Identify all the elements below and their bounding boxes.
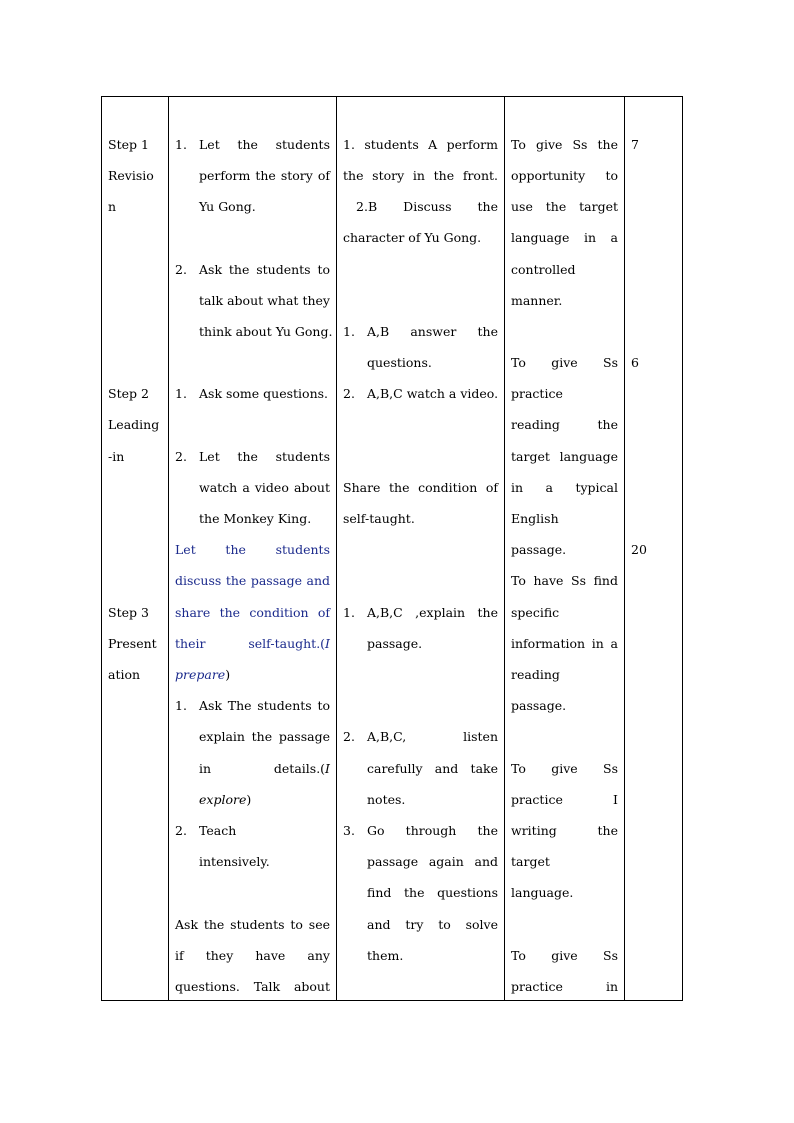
step-label: Revisio <box>108 168 154 183</box>
activity-text: questions. <box>367 355 432 370</box>
activity-text: explain the passage <box>199 729 330 744</box>
step-label: n <box>108 199 117 214</box>
time-minutes: 20 <box>631 542 647 557</box>
activity-text: 1. students A perform <box>343 137 498 152</box>
time-column <box>625 97 682 1000</box>
purpose-text: To give Ss <box>511 761 618 776</box>
list-number: 1. <box>175 386 187 401</box>
activity-text: discuss the passage and <box>175 573 330 588</box>
step-label: Step 1 <box>108 137 149 152</box>
activity-text: prepare <box>175 667 226 682</box>
purpose-text: To have Ss find <box>511 573 618 588</box>
purpose-text: information in a <box>511 636 618 651</box>
purpose-text: language in a <box>511 230 618 245</box>
steps-column <box>102 97 168 1000</box>
step-label: Step 3 <box>108 605 149 620</box>
activity-text: questions. Talk about <box>175 979 330 994</box>
purpose-text: English <box>511 511 559 526</box>
purpose-text: specific <box>511 605 560 620</box>
activity-text: watch a video about <box>199 480 330 495</box>
purpose-text: passage. <box>511 698 567 713</box>
purpose-text: controlled <box>511 262 576 277</box>
activity-text: details.(I <box>273 761 330 776</box>
activity-text: self-taught. <box>343 511 415 526</box>
purpose-text: practice in <box>511 979 618 994</box>
activity-text: self-taught.(I <box>248 636 330 651</box>
student-activity-column <box>337 97 504 1000</box>
time-minutes: 7 <box>631 137 639 152</box>
purpose-text: opportunity to <box>511 168 618 183</box>
activity-text: explore <box>199 792 247 807</box>
activity-text: the Monkey King. <box>199 511 312 526</box>
purpose-text: writing the <box>511 823 618 838</box>
step-label: Step 2 <box>108 386 149 401</box>
activity-text: A,B,C ,explain the <box>367 605 498 620</box>
activity-text: I <box>325 761 330 776</box>
activity-text: Go through the <box>367 823 498 838</box>
activity-text: I <box>325 636 330 651</box>
activity-text: character of Yu Gong. <box>343 230 482 245</box>
activity-line <box>199 792 251 808</box>
activity-text: in <box>199 761 212 776</box>
activity-text: if they have any <box>175 948 330 963</box>
activity-text: Let the students <box>175 542 330 557</box>
activity-text: Teach <box>199 823 237 838</box>
activity-text: their <box>175 636 206 651</box>
activity-text: Ask some questions. <box>199 386 329 401</box>
list-number: 2. <box>175 262 187 277</box>
activity-text: Ask the students to <box>199 262 330 277</box>
step-label: -in <box>108 449 125 464</box>
purpose-column <box>505 97 624 1000</box>
activity-text: Share the condition of <box>343 480 498 495</box>
list-number: 2. <box>175 823 187 838</box>
activity-text: the story in the front. <box>343 168 498 183</box>
activity-text: 2.B Discuss the <box>343 199 498 214</box>
purpose-text: practice I <box>511 792 618 807</box>
purpose-text: passage. <box>511 542 567 557</box>
list-number: 1. <box>343 605 355 620</box>
step-label: ation <box>108 667 141 682</box>
step-label: Leading <box>108 417 160 432</box>
list-number: 3. <box>343 823 355 838</box>
purpose-text: manner. <box>511 293 563 308</box>
lesson-plan-table <box>101 96 683 1001</box>
activity-text: notes. <box>367 792 406 807</box>
activity-text: ) <box>246 792 252 807</box>
purpose-text: reading <box>511 667 560 682</box>
step-label: Present <box>108 636 157 651</box>
activity-text: talk about what they <box>199 293 330 308</box>
activity-text: passage. <box>367 636 423 651</box>
purpose-text: target language <box>511 449 618 464</box>
purpose-text: language. <box>511 885 574 900</box>
purpose-text: To give Ss the <box>511 137 618 152</box>
activity-text: A,B answer the <box>367 324 498 339</box>
teacher-activity-column <box>169 97 336 1000</box>
activity-text: ) <box>225 667 231 682</box>
activity-text: passage again and <box>367 854 498 869</box>
activity-text: Ask The students to <box>199 698 330 713</box>
activity-text: think about Yu Gong. <box>199 324 333 339</box>
purpose-text: To give Ss <box>511 948 618 963</box>
activity-text: perform the story of <box>199 168 330 183</box>
purpose-text: reading the <box>511 417 618 432</box>
activity-line <box>199 761 330 777</box>
activity-text: carefully and take <box>367 761 498 776</box>
purpose-text: use the target <box>511 199 618 214</box>
purpose-text: practice <box>511 386 563 401</box>
list-number: 1. <box>175 137 187 152</box>
activity-text: A,B,C, listen <box>367 729 498 744</box>
activity-text: share the condition of <box>175 605 330 620</box>
activity-line <box>175 667 230 683</box>
time-minutes: 6 <box>631 355 639 370</box>
purpose-text: target <box>511 854 550 869</box>
purpose-text: To give Ss <box>511 355 618 370</box>
list-number: 1. <box>175 698 187 713</box>
purpose-text: in a typical <box>511 480 618 495</box>
activity-text: find the questions <box>367 885 498 900</box>
activity-text: them. <box>367 948 404 963</box>
activity-text: Ask the students to see <box>175 917 330 932</box>
activity-text: and try to solve <box>367 917 498 932</box>
activity-line <box>175 636 330 652</box>
list-number: 2. <box>343 386 355 401</box>
list-number: 1. <box>343 324 355 339</box>
activity-text: Yu Gong. <box>199 199 256 214</box>
activity-text: A,B,C watch a video. <box>367 386 499 401</box>
list-number: 2. <box>343 729 355 744</box>
activity-text: intensively. <box>199 854 270 869</box>
list-number: 2. <box>175 449 187 464</box>
activity-text: Let the students <box>199 449 330 464</box>
activity-text: Let the students <box>199 137 330 152</box>
